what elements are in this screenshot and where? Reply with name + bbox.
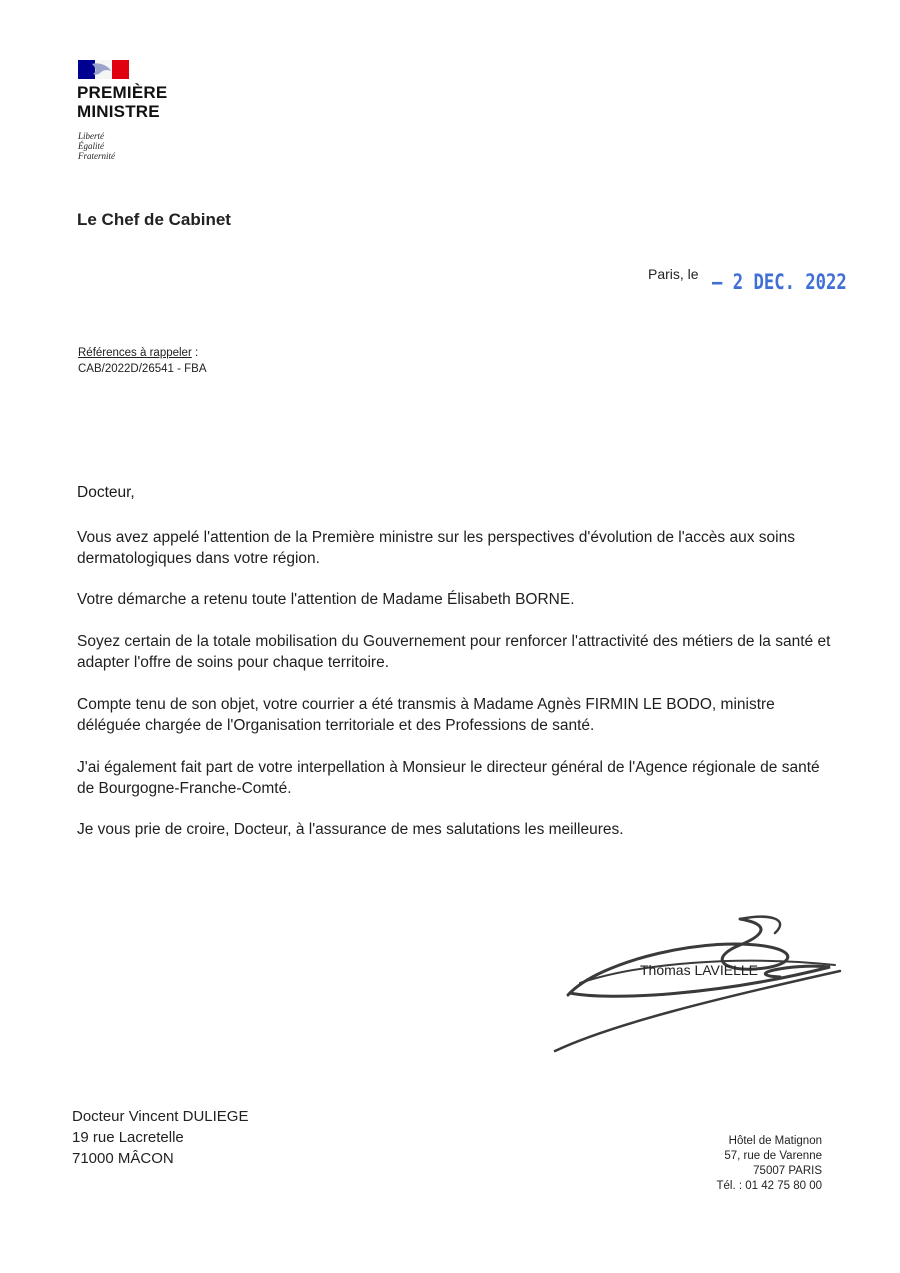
republic-motto bbox=[78, 131, 115, 161]
references-label-suffix: : bbox=[191, 347, 199, 359]
sender-street: 57, rue de Varenne bbox=[724, 1150, 822, 1162]
paragraph-text: J'ai également fait part de votre interpellation à Monsieur le directeur général de l'Agence régionale de santé de Bourgogne-Franche-Comté. bbox=[77, 759, 820, 797]
motto-fraternite: Fraternité bbox=[78, 151, 115, 161]
paragraph-5 bbox=[77, 757, 837, 799]
marianne-logo-icon bbox=[78, 60, 129, 79]
paragraph-text: Je vous prie de croire, Docteur, à l'assurance de mes salutations les meilleures. bbox=[77, 821, 624, 838]
ministry-line-2: MINISTRE bbox=[77, 102, 160, 121]
date-label: Paris, le bbox=[648, 266, 699, 282]
recipient-city: 71000 MÂCON bbox=[72, 1150, 174, 1167]
paragraph-6 bbox=[77, 819, 837, 840]
sender-title: Le Chef de Cabinet bbox=[77, 210, 231, 229]
references-label: Références à rappeler bbox=[78, 347, 192, 359]
handwritten-signature bbox=[540, 905, 850, 1065]
references-block bbox=[78, 345, 207, 377]
paragraph-text: Compte tenu de son objet, votre courrier a été transmis à Madame Agnès FIRMIN LE BODO, ministre déléguée chargée de l'Organisation territoriale et des Professions de santé. bbox=[77, 696, 775, 734]
recipient-name: Docteur Vincent DULIEGE bbox=[72, 1108, 249, 1125]
paragraph-4 bbox=[77, 694, 837, 736]
sender-phone: Tél. : 01 42 75 80 00 bbox=[716, 1180, 822, 1192]
sender-address bbox=[717, 1134, 823, 1194]
sender-city: 75007 PARIS bbox=[753, 1165, 822, 1177]
motto-egalite: Égalité bbox=[78, 141, 104, 151]
recipient-address bbox=[72, 1106, 248, 1169]
paragraph-text: Votre démarche a retenu toute l'attention de Madame Élisabeth BORNE. bbox=[77, 591, 575, 608]
ministry-name bbox=[77, 83, 167, 121]
paragraph-text: Vous avez appelé l'attention de la Première ministre sur les perspectives d'évolution de l'accès aux soins dermatologiques dans votre région. bbox=[77, 529, 795, 567]
paragraph-1 bbox=[77, 527, 837, 569]
paragraph-3 bbox=[77, 631, 837, 673]
recipient-street: 19 rue Lacretelle bbox=[72, 1129, 184, 1146]
reference-code: CAB/2022D/26541 - FBA bbox=[78, 363, 207, 375]
paragraph-2 bbox=[77, 589, 837, 610]
ministry-line-1: PREMIÈRE bbox=[77, 83, 168, 102]
sender-building: Hôtel de Matignon bbox=[728, 1135, 822, 1147]
salutation: Docteur, bbox=[77, 484, 135, 501]
date-stamp: – 2 DEC. 2022 bbox=[712, 270, 847, 294]
paragraph-text: Soyez certain de la totale mobilisation du Gouvernement pour renforcer l'attractivité des métiers de la santé et adapter l'offre de soins pour chaque territoire. bbox=[77, 633, 831, 671]
motto-liberte: Liberté bbox=[78, 131, 104, 141]
signatory-name: Thomas LAVIELLE bbox=[640, 962, 759, 978]
